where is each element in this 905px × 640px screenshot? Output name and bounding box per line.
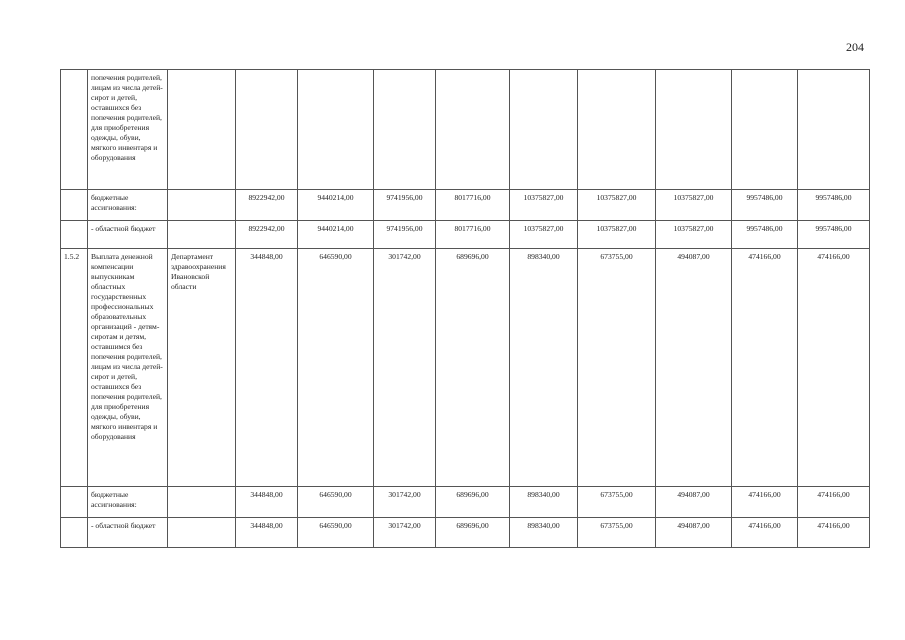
amount-cell: 9741956,00 — [374, 190, 436, 221]
amount-cell — [656, 70, 732, 190]
amount-cell: 9957486,00 — [732, 190, 798, 221]
description-cell: попечения родителей, лицам из числа детей-сирот и детей, оставшихся без попечения родителей, для приобретения одежды, обуви, мягкого инвентаря и оборудования — [88, 70, 168, 190]
amount-cell: 673755,00 — [578, 487, 656, 518]
amount-cell: 9440214,00 — [298, 190, 374, 221]
row-number-cell — [61, 70, 88, 190]
amount-cell: 344848,00 — [236, 249, 298, 487]
amount-cell: 8922942,00 — [236, 221, 298, 249]
amount-cell: 646590,00 — [298, 518, 374, 548]
amount-cell: 898340,00 — [510, 249, 578, 487]
amount-cell: 301742,00 — [374, 518, 436, 548]
amount-cell: 10375827,00 — [510, 221, 578, 249]
amount-cell: 8017716,00 — [436, 190, 510, 221]
amount-cell: 474166,00 — [798, 249, 870, 487]
amount-cell: 494087,00 — [656, 518, 732, 548]
amount-cell: 10375827,00 — [656, 221, 732, 249]
table-row — [61, 190, 870, 221]
amount-cell: 474166,00 — [732, 249, 798, 487]
executor-cell: Департамент здравоохранения Ивановской области — [168, 249, 236, 487]
amount-cell — [798, 70, 870, 190]
amount-cell: 474166,00 — [732, 518, 798, 548]
row-number-cell — [61, 487, 88, 518]
amount-cell — [236, 70, 298, 190]
amount-cell: 9741956,00 — [374, 221, 436, 249]
amount-cell: 673755,00 — [578, 249, 656, 487]
amount-cell: 474166,00 — [798, 487, 870, 518]
amount-cell: 689696,00 — [436, 249, 510, 487]
amount-cell: 344848,00 — [236, 487, 298, 518]
executor-cell — [168, 70, 236, 190]
amount-cell — [510, 70, 578, 190]
amount-cell: 9957486,00 — [798, 190, 870, 221]
amount-cell — [436, 70, 510, 190]
row-number-cell — [61, 221, 88, 249]
description-cell: бюджетные ассигнования: — [88, 487, 168, 518]
executor-cell — [168, 190, 236, 221]
amount-cell: 646590,00 — [298, 487, 374, 518]
amount-cell: 646590,00 — [298, 249, 374, 487]
table-row — [61, 518, 870, 548]
executor-cell — [168, 518, 236, 548]
amount-cell — [732, 70, 798, 190]
amount-cell: 10375827,00 — [578, 221, 656, 249]
amount-cell: 301742,00 — [374, 487, 436, 518]
amount-cell: 10375827,00 — [510, 190, 578, 221]
row-number-cell — [61, 190, 88, 221]
amount-cell: 9957486,00 — [732, 221, 798, 249]
amount-cell: 9957486,00 — [798, 221, 870, 249]
executor-cell — [168, 221, 236, 249]
amount-cell: 474166,00 — [732, 487, 798, 518]
amount-cell: 8017716,00 — [436, 221, 510, 249]
amount-cell: 10375827,00 — [656, 190, 732, 221]
table-row — [61, 487, 870, 518]
amount-cell: 8922942,00 — [236, 190, 298, 221]
description-cell: бюджетные ассигнования: — [88, 190, 168, 221]
page-number: 204 — [846, 40, 864, 54]
amount-cell — [374, 70, 436, 190]
row-number-cell — [61, 518, 88, 548]
amount-cell: 9440214,00 — [298, 221, 374, 249]
description-cell: Выплата денежной компенсации выпускникам областных государственных профессиональных образовательных организаций - детям-сиротам и детям, оставшимся без попечения родителей, лицам из числа детей-сирот и детей, оставшихся без попечения родителей, для приобретения одежды, обуви, мягкого инвентаря и оборудования — [88, 249, 168, 487]
amount-cell — [298, 70, 374, 190]
amount-cell: 301742,00 — [374, 249, 436, 487]
table-row — [61, 249, 870, 487]
description-cell: - областной бюджет — [88, 221, 168, 249]
amount-cell: 898340,00 — [510, 487, 578, 518]
amount-cell: 474166,00 — [798, 518, 870, 548]
amount-cell — [578, 70, 656, 190]
amount-cell: 898340,00 — [510, 518, 578, 548]
amount-cell: 494087,00 — [656, 487, 732, 518]
table-row — [61, 221, 870, 249]
amount-cell: 10375827,00 — [578, 190, 656, 221]
amount-cell: 689696,00 — [436, 518, 510, 548]
executor-cell — [168, 487, 236, 518]
description-cell: - областной бюджет — [88, 518, 168, 548]
amount-cell: 344848,00 — [236, 518, 298, 548]
table-row — [61, 70, 870, 190]
amount-cell: 673755,00 — [578, 518, 656, 548]
amount-cell: 494087,00 — [656, 249, 732, 487]
budget-table — [60, 69, 870, 548]
amount-cell: 689696,00 — [436, 487, 510, 518]
row-number-cell: 1.5.2 — [61, 249, 88, 487]
